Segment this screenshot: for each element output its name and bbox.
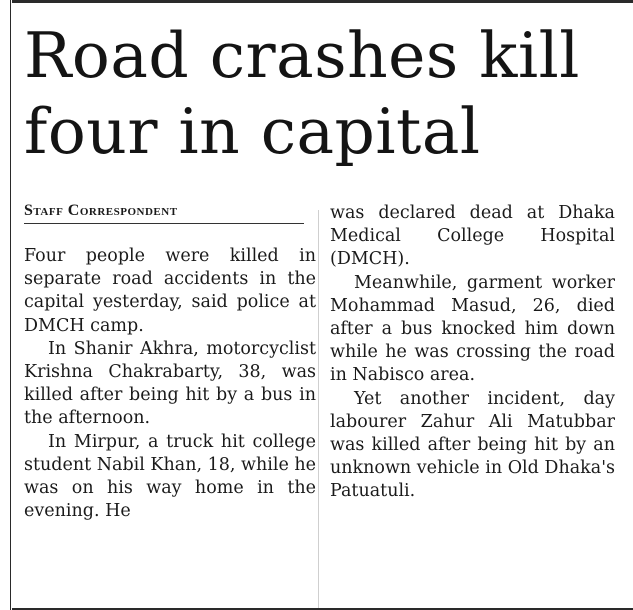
paragraph-1: Four people were killed in separate road accidents in the capital yesterday, said police at DMCH camp. xyxy=(24,246,316,336)
paragraph-3: In Mirpur, a truck hit college student Nabil Khan, 18, while he was on his way home in the evening. He xyxy=(24,431,316,522)
left-border-rule xyxy=(10,0,11,610)
paragraph-3-continued: was declared dead at Dhaka Medical College Hospital (DMCH). xyxy=(330,203,615,270)
paragraph-4: Meanwhile, garment worker Mohammad Masud, 26, died after a bus knocked him down while he was crossing the road in Nabisco area. xyxy=(330,272,615,386)
byline: Staff Correspondent xyxy=(24,202,304,224)
article-column-right xyxy=(330,202,615,504)
paragraph-5: Yet another incident, day labourer Zahur Ali Matubbar was killed after being hit by an unknown vehicle in Old Dhaka's Patuatuli. xyxy=(330,388,615,502)
column-divider xyxy=(318,210,319,610)
headline-line-1: Road crashes kill xyxy=(24,19,580,92)
headline-line-2: four in capital xyxy=(24,95,481,168)
article-column-left xyxy=(24,245,316,523)
headline xyxy=(24,18,629,170)
paragraph-2: In Shanir Akhra, motorcyclist Krishna Chakrabarty, 38, was killed after being hit by a bus in the afternoon. xyxy=(24,338,316,429)
top-border-rule xyxy=(12,0,633,3)
